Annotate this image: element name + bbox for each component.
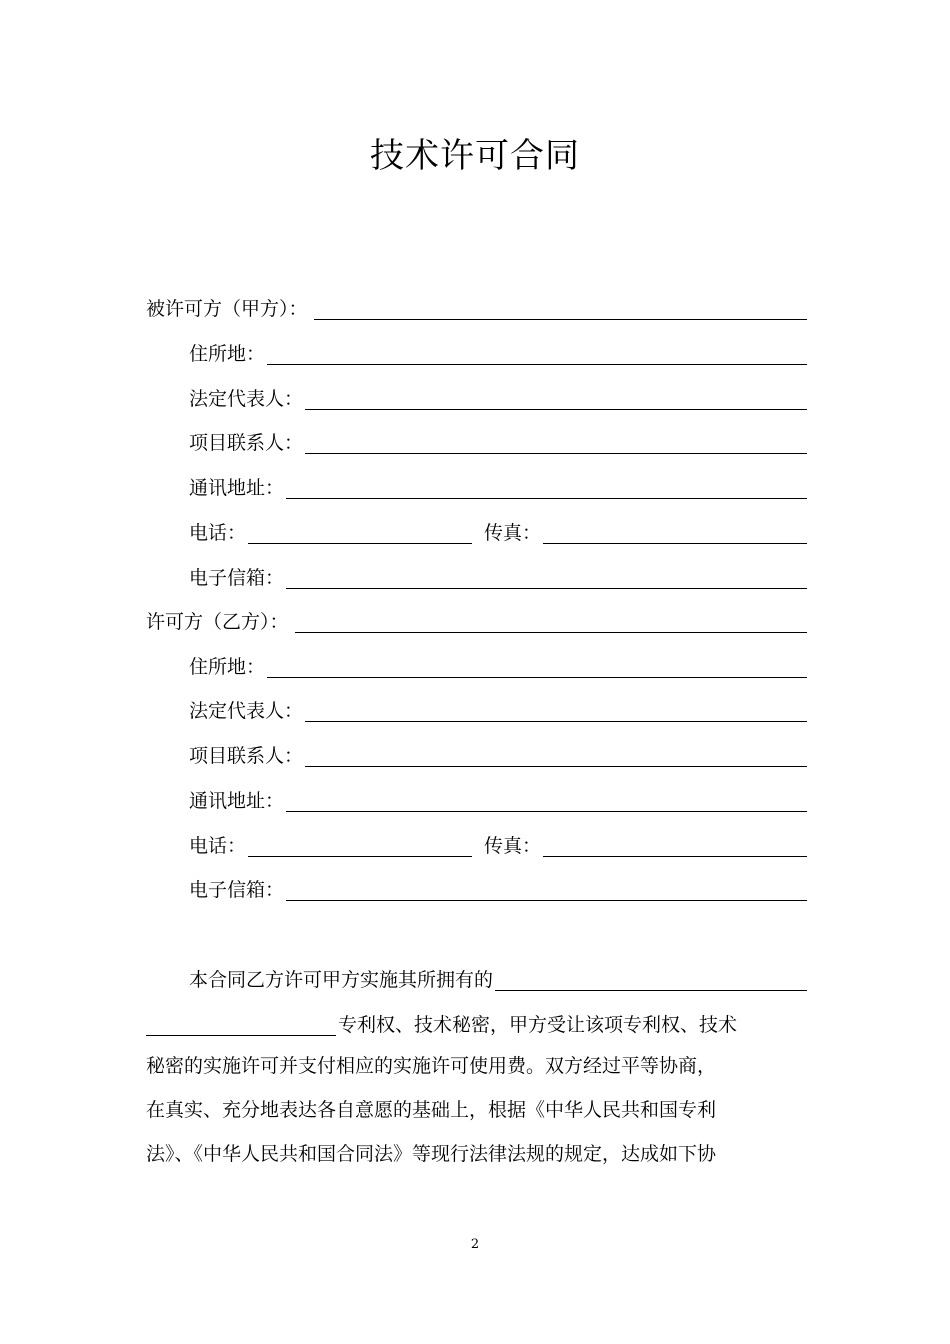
party-a-email-row (189, 559, 807, 591)
party-b-phone-blank[interactable] (248, 832, 472, 857)
party-a-contact-row (189, 424, 807, 456)
party-b-heading: 许可方（乙方）： (146, 611, 289, 633)
party-a-heading-row (146, 290, 807, 322)
party-b-phone-label: 电话： (189, 835, 247, 857)
party-a-contact-label: 项目联系人： (189, 432, 304, 454)
intro-text-3: 秘密的实施许可并支付相应的实施许可使用费。双方经过平等协商， (146, 1055, 717, 1077)
party-a-phone-label: 电话： (189, 522, 247, 544)
licensed-item-blank-continued[interactable] (146, 1011, 336, 1036)
party-b-mail-address-row (189, 782, 807, 814)
party-b-email-blank[interactable] (286, 876, 807, 901)
party-a-name-blank[interactable] (314, 295, 807, 320)
party-a-email-blank[interactable] (286, 564, 807, 589)
intro-line-1 (189, 961, 807, 993)
party-a-legal-rep-blank[interactable] (305, 385, 807, 410)
party-b-fax-blank[interactable] (543, 832, 807, 857)
party-a-address-blank[interactable] (267, 340, 807, 365)
party-b-email-label: 电子信箱： (189, 879, 285, 901)
party-a-heading: 被许可方（甲方）： (146, 298, 308, 320)
party-b-address-blank[interactable] (267, 653, 807, 678)
party-a-phone-fax-row (189, 514, 807, 546)
intro-text-5: 法》、《中华人民共和国合同法》等现行法律法规的规定，达成如下协 (146, 1143, 717, 1165)
party-b-contact-blank[interactable] (305, 742, 807, 767)
intro-text-2: 专利权、技术秘密，甲方受让该项专利权、技术 (338, 1014, 738, 1036)
party-a-address-row (189, 335, 807, 367)
party-b-contact-row (189, 737, 807, 769)
party-b-phone-fax-row (189, 827, 807, 859)
party-a-phone-blank[interactable] (248, 519, 472, 544)
party-b-address-label: 住所地： (189, 656, 266, 678)
party-a-email-label: 电子信箱： (189, 567, 285, 589)
party-b-name-blank[interactable] (295, 608, 807, 633)
intro-text-1: 本合同乙方许可甲方实施其所拥有的 (189, 969, 494, 991)
party-a-contact-blank[interactable] (305, 429, 807, 454)
party-b-mail-address-blank[interactable] (286, 787, 807, 812)
page-number: 2 (470, 1237, 480, 1252)
party-a-mail-address-label: 通讯地址： (189, 477, 285, 499)
party-a-fax-blank[interactable] (543, 519, 807, 544)
party-a-fax-label: 传真： (484, 522, 542, 544)
party-b-legal-rep-blank[interactable] (305, 697, 807, 722)
document-title: 技术许可合同 (370, 136, 580, 176)
party-b-email-row (189, 871, 807, 903)
licensed-item-blank[interactable] (495, 966, 807, 991)
intro-text-4: 在真实、充分地表达各自意愿的基础上，根据《中华人民共和国专利 (146, 1099, 717, 1121)
party-b-legal-rep-row (189, 692, 807, 724)
party-a-mail-address-blank[interactable] (286, 474, 807, 499)
party-b-heading-row (146, 603, 807, 635)
party-a-mail-address-row (189, 469, 807, 501)
party-b-mail-address-label: 通讯地址： (189, 790, 285, 812)
party-b-address-row (189, 648, 807, 680)
party-a-address-label: 住所地： (189, 343, 266, 365)
intro-line-2 (146, 1006, 807, 1038)
party-a-legal-rep-label: 法定代表人： (189, 388, 304, 410)
party-b-legal-rep-label: 法定代表人： (189, 700, 304, 722)
party-b-contact-label: 项目联系人： (189, 745, 304, 767)
party-b-fax-label: 传真： (484, 835, 542, 857)
party-a-legal-rep-row (189, 380, 807, 412)
